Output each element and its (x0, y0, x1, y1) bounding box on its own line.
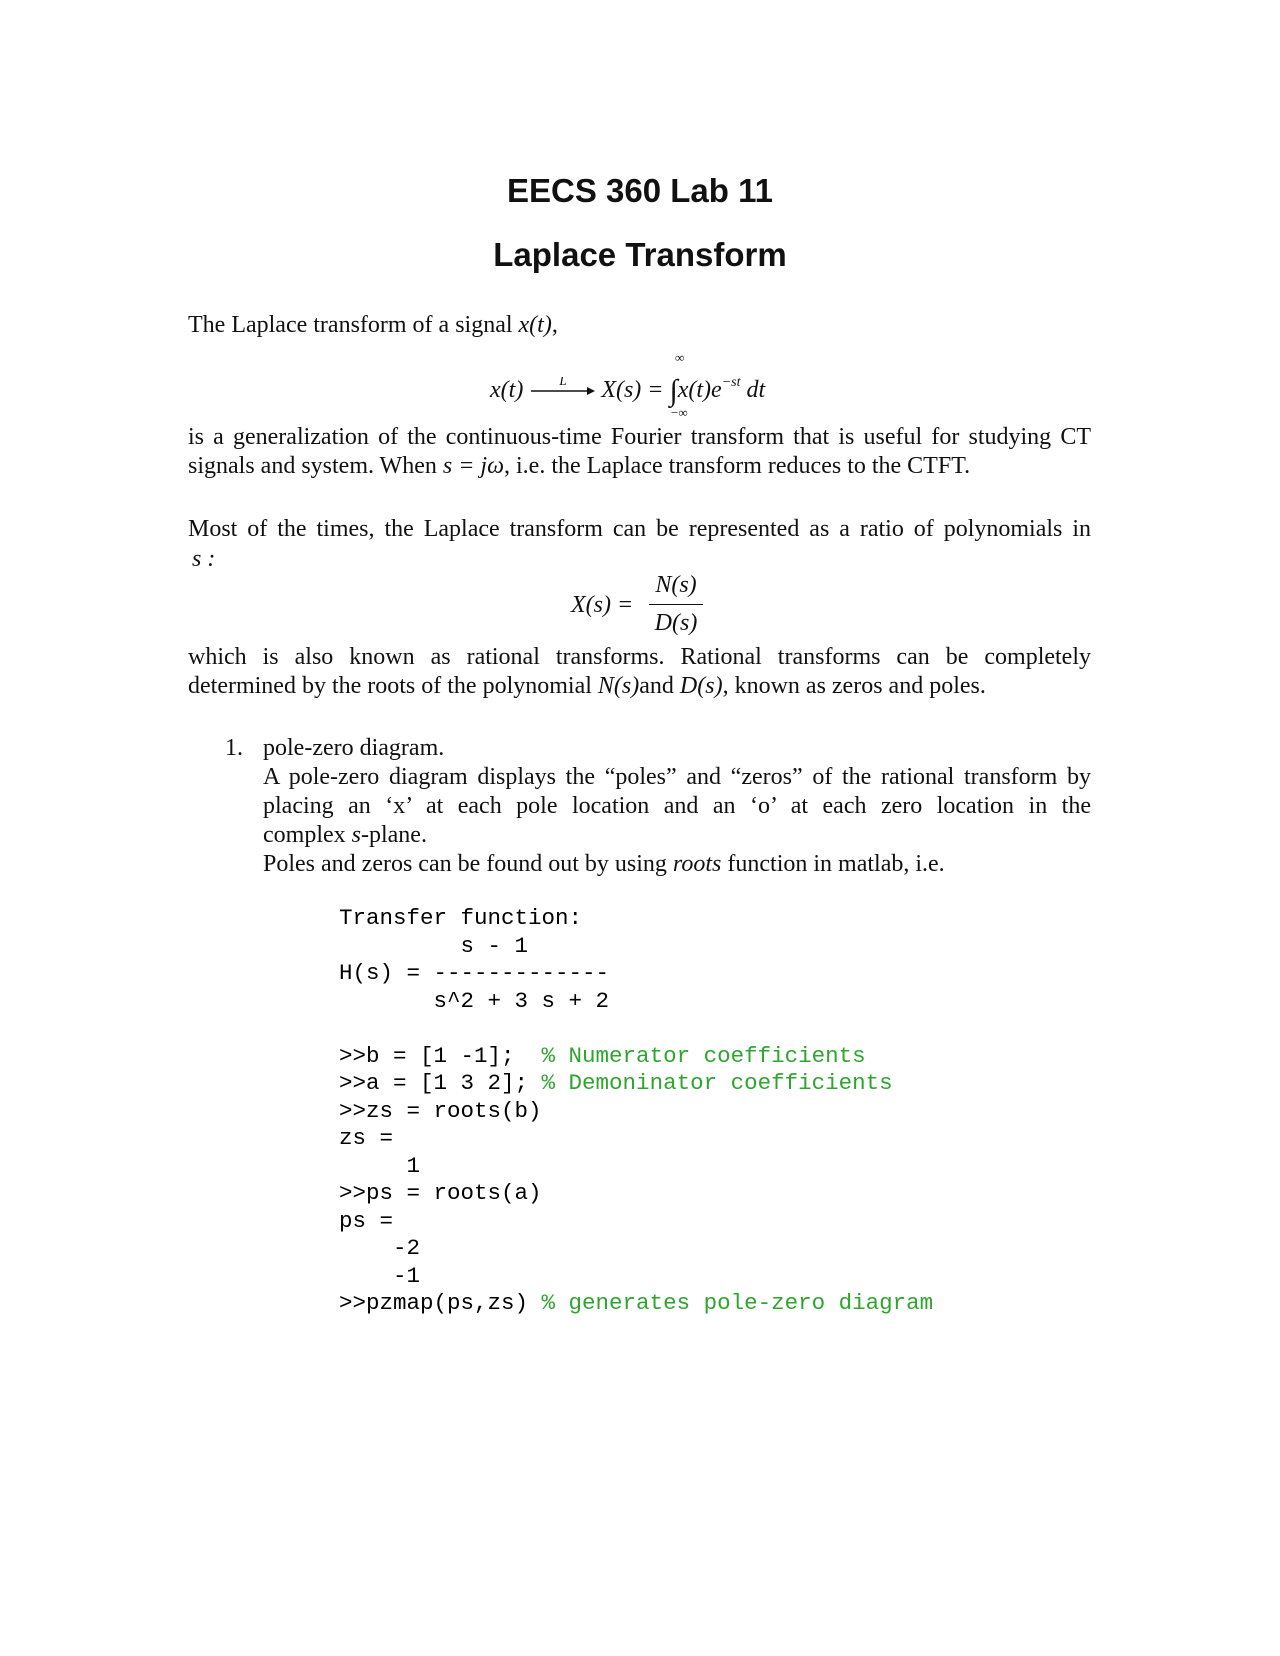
item-line3-pre: complex (263, 822, 346, 848)
code-block (339, 905, 933, 1318)
intro-lead-line (188, 311, 558, 340)
paragraph-1-line-1: is a generalization of the continuous-time Fourier transform that is useful for studying CT (188, 424, 1091, 450)
code-b-command: >>b = [1 -1]; (339, 1042, 542, 1069)
item-line4-post: function in matlab, i.e. (727, 851, 945, 877)
p3-math-d: D(s) (679, 673, 723, 699)
item-line-4 (263, 850, 945, 879)
code-zs-command: >>zs = roots(b) (339, 1097, 542, 1124)
item-heading: pole-zero diagram. (263, 735, 445, 761)
code-tf-denominator: s^2 + 3 s + 2 (339, 987, 610, 1014)
roots-emphasis: roots (672, 851, 722, 877)
code-ps-value-2: -1 (339, 1262, 421, 1289)
transform-arrow-icon (529, 377, 595, 399)
eq2-numerator: N(s) (655, 572, 697, 598)
list-number: 1. (225, 735, 243, 761)
eq2-denominator: D(s) (654, 610, 698, 636)
integral-symbol: ∫ (669, 374, 678, 407)
intro-lead-math: x(t) (518, 312, 552, 338)
p3-math-n: N(s) (597, 673, 640, 699)
eq1-mid: X(s) = (601, 377, 664, 403)
eq1-dt: dt (746, 377, 766, 403)
eq2-lhs: X(s) = (571, 592, 634, 618)
p1-line2-post: , i.e. the Laplace transform reduces to the CTFT. (504, 453, 971, 479)
intro-lead-text: The Laplace transform of a signal (188, 312, 513, 338)
laplace-definition-equation (490, 371, 765, 405)
paragraph-2-line-2: s : (192, 546, 216, 572)
code-a-command: >>a = [1 3 2]; (339, 1070, 542, 1096)
code-ps-label: ps = (339, 1207, 394, 1234)
p3-and: and (639, 673, 674, 699)
p3-line2-pre: determined by the roots of the polynomial (188, 673, 592, 699)
code-pzmap-command: >>pzmap(ps,zs) (339, 1290, 542, 1316)
code-tf-header: Transfer function: (339, 905, 583, 931)
eq1-upper-limit: ∞ (675, 350, 685, 365)
item-line-3 (263, 821, 427, 850)
eq1-exponent: −st (721, 375, 741, 390)
code-pzmap-comment: % generates pole-zero diagram (541, 1290, 934, 1316)
code-ps-value-1: -2 (339, 1235, 421, 1261)
intro-lead-comma: , (551, 312, 558, 338)
eq1-integrand: x(t)e (677, 377, 722, 403)
item-line-1: A pole-zero diagram displays the “poles” and “zeros” of the rational transform by (263, 764, 1091, 790)
page-subtitle: Laplace Transform (493, 236, 787, 273)
eq1-lower-limit: −∞ (671, 405, 688, 420)
p3-line2-post: , known as zeros and poles. (722, 673, 986, 699)
p1-line2-pre: signals and system. When (188, 453, 437, 479)
code-b-comment: % Numerator coefficients (541, 1042, 866, 1069)
code-a-comment: % Demoninator coefficients (541, 1070, 893, 1096)
paragraph-3-line-1: which is also known as rational transforms. Rational transforms can be completely (188, 644, 1091, 670)
p1-line2-math: s = jω (442, 453, 505, 479)
item-line4-pre: Poles and zeros can be found out by using (263, 851, 667, 877)
page-title: EECS 360 Lab 11 (507, 172, 773, 209)
code-tf-numerator: s - 1 (339, 932, 529, 959)
item-line3-math: s (351, 822, 361, 848)
eq1-lhs: x(t) (490, 377, 524, 403)
code-ps-command: >>ps = roots(a) (339, 1180, 542, 1206)
item-line-2: placing an ‘x’ at each pole location and an ‘o’ at each zero location in the (263, 793, 1091, 819)
paragraph-3-line-2 (188, 672, 986, 701)
paragraph-1-line-2 (188, 452, 970, 481)
item-line3-post: -plane. (360, 822, 427, 848)
code-zs-value: 1 (339, 1152, 421, 1179)
eq1-arrow-label: L (559, 377, 567, 388)
fraction-bar (649, 604, 703, 605)
paragraph-2-line-1: Most of the times, the Laplace transform can be represented as a ratio of polynomials in (188, 516, 1091, 542)
code-zs-label: zs = (339, 1125, 394, 1151)
code-tf-hs: H(s) = ------------- (339, 960, 610, 986)
